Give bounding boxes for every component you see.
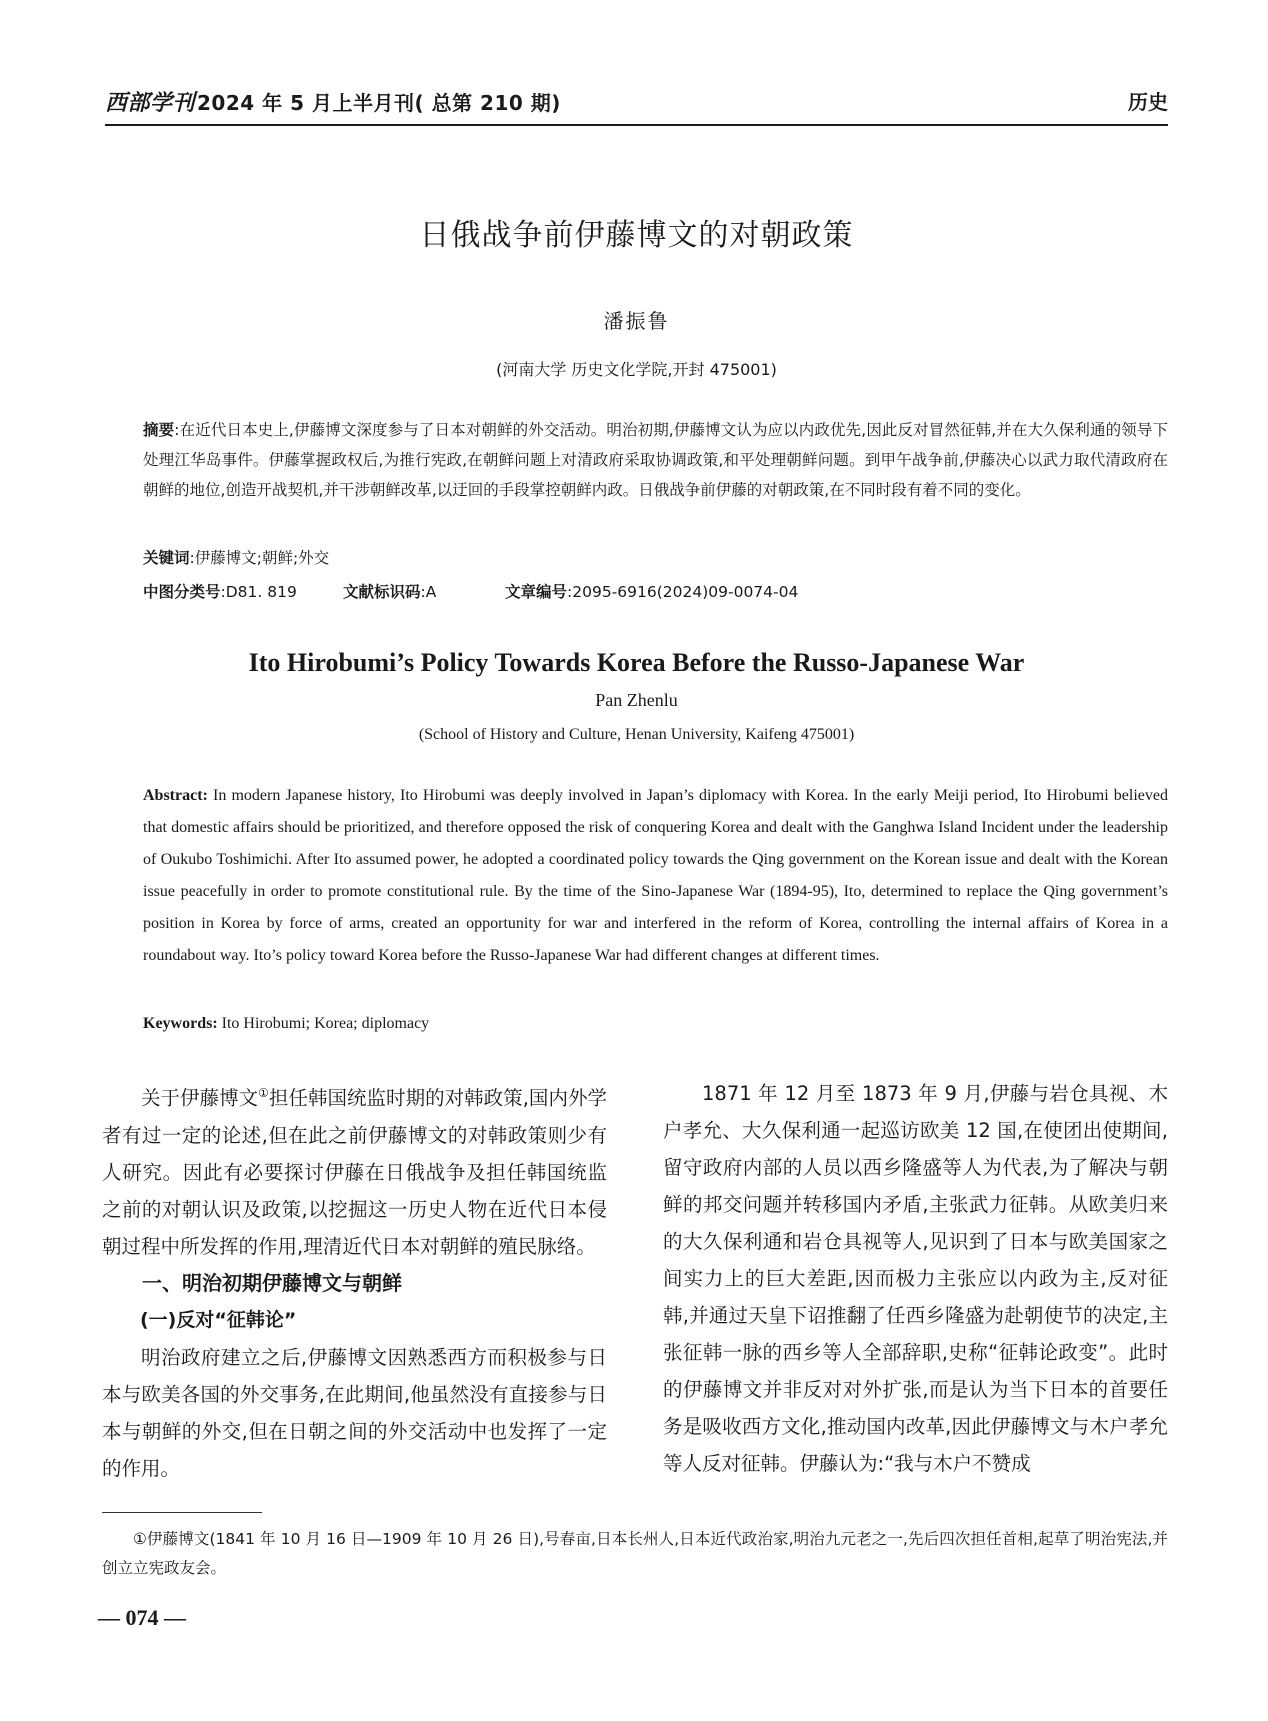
journal-issue (105, 86, 561, 117)
body-paragraph: 明治政府建立之后,伊藤博文因熟悉西方而积极参与日本与欧美各国的外交事务,在此期间,他虽然没有直接参与日本与朝鲜的外交,但在日朝之间的外交活动中也发挥了一定的作用。 (102, 1345, 607, 1480)
chinese-abstract (143, 415, 1168, 505)
subsection-heading: (一)反对“征韩论” (140, 1308, 297, 1331)
body-paragraph: 1871 年 12 月至 1873 年 9 月,伊藤与岩仓具视、木户孝允、大久保利通一起巡访欧美 12 国,在使团出使期间,留守政府内部的人员以西乡隆盛等人为代表,为了解决与朝鲜的邦交问题并转移国内矛盾,主张武力征韩。从欧美归来的大久保利通和岩仓具视等人,见识到了日本与欧美国家之间实力上的巨大差距,因而极力主张应以内政为主,反对征韩,并通过天皇下诏推翻了任西乡隆盛为赴朝使节的决定,主张征韩一脉的西乡等人全部辞职,史称“征韩论政变”。此时的伊藤博文并非反对对外扩张,而是认为当下日本的首要任务是吸收西方文化,推动国内改革,因此伊藤博文与木户孝允等人反对征韩。伊藤认为:“我与木户不赞成 (663, 1082, 1168, 1475)
section-label: 历史 (1128, 90, 1168, 114)
article-number: 文章编号:2095-6916(2024)09-0074-04 (505, 583, 799, 601)
english-abstract (143, 780, 1168, 972)
english-title: Ito Hirobumi’s Policy Towards Korea Before the Russo-Japanese War (248, 648, 1025, 677)
footnote-marker: ① (258, 1086, 269, 1100)
intro-paragraph: 关于伊藤博文①担任韩国统监时期的对韩政策,国内外学者有过一定的论述,但在此之前伊藤博文的对韩政策则少有人研究。因此有必要探讨伊藤在日俄战争及担任韩国统监之前的对朝认识及政策,以挖掘这一历史人物在近代日本侵朝过程中所发挥的作用,理清近代日本对朝鲜的殖民脉络。 (102, 1086, 607, 1258)
english-keywords-text: Ito Hirobumi; Korea; diplomacy (217, 1015, 430, 1032)
footnote-divider (102, 1512, 262, 1513)
document-code: 文献标识码:A (343, 583, 437, 601)
keywords-text: :伊藤博文;朝鲜;外交 (189, 549, 330, 567)
clc-number: 中图分类号:D81. 819 (143, 583, 297, 601)
footnote: ①伊藤博文(1841 年 10 月 16 日—1909 年 10 月 26 日),号春亩,日本长州人,日本近代政治家,明治九元老之一,先后四次担任首相,起草了明治宪法,并创立立宪政友会。 (102, 1530, 1168, 1577)
chinese-keywords (143, 546, 1168, 568)
section-heading: 一、明治初期伊藤博文与朝鲜 (142, 1270, 402, 1295)
body-left-column (102, 1075, 607, 1487)
journal-logo: 西部学刊 (105, 90, 196, 116)
abstract-label: 摘要 (143, 421, 175, 439)
english-abstract-label: Abstract: (143, 787, 208, 804)
english-keywords (143, 1015, 1168, 1033)
english-author: Pan Zhenlu (595, 690, 678, 710)
keywords-label: 关键词 (143, 549, 190, 567)
author-name: 潘振鲁 (603, 309, 670, 333)
english-keywords-label: Keywords: (143, 1015, 218, 1032)
article-title: 日俄战争前伊藤博文的对朝政策 (419, 218, 854, 253)
abstract-text: :在近代日本史上,伊藤博文深度参与了日本对朝鲜的外交活动。明治初期,伊藤博文认为应以内政优先,因此反对冒然征韩,并在大久保利通的领导下处理江华岛事件。伊藤掌握政权后,为推行宪政,在朝鲜问题上对清政府采取协调政策,和平处理朝鲜问题。到甲午战争前,伊藤决心以武力取代清政府在朝鲜的地位,创造开战契机,并干涉朝鲜改革,以迂回的手段掌控朝鲜内政。日俄战争前伊藤的对朝政策,在不同时段有着不同的变化。 (143, 421, 1168, 499)
body-right-column (663, 1075, 1168, 1482)
running-header (105, 86, 1168, 120)
english-abstract-text: In modern Japanese history, Ito Hirobumi was deeply involved in Japan’s diplomacy with Korea. In the early Meiji period, Ito Hirobumi believed that domestic affairs should be prioritized, and therefore opposed the risk of conquering Korea and dealt with the Ganghwa Island Incident under the leadership of Oukubo Toshimichi. After Ito assumed power, he adopted a coordinated policy towards the Qing government on the Korean issue and dealt with the Korean issue peacefully in order to promote constitutional rule. By the time of the Sino-Japanese War (1894-95), Ito, determined to replace the Qing government’s position in Korea by force of arms, created an opportunity for war and interfered in the reform of Korea, controlling the internal affairs of Korea in a roundabout way. Ito’s policy toward Korea before the Russo-Japanese War had different changes at different times. (143, 787, 1168, 964)
header-divider (105, 124, 1168, 126)
page-number: — 074 — (98, 1605, 186, 1630)
author-affiliation: (河南大学 历史文化学院,开封 475001) (496, 360, 777, 379)
english-affiliation: (School of History and Culture, Henan University, Kaifeng 475001) (418, 726, 855, 743)
issue-info: 2024 年 5 月上半月刊( 总第 210 期) (197, 91, 561, 115)
